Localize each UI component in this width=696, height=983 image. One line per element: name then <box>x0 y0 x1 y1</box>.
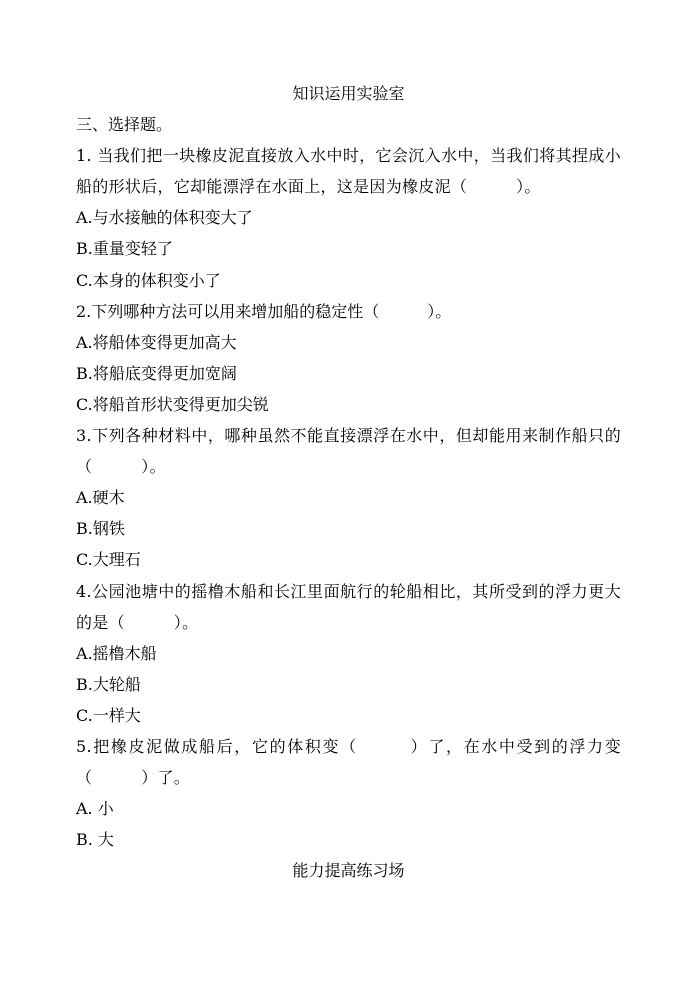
question-2-option-a: A.将船体变得更加高大 <box>76 332 237 352</box>
question-1-option-a: A.与水接触的体积变大了 <box>76 208 253 228</box>
question-3-option-b: B.钢铁 <box>76 519 125 539</box>
question-3-option-c: C.大理石 <box>76 550 141 570</box>
question-1-stem: 1. 当我们把一块橡皮泥直接放入水中时，它会沉入水中，当我们将其捏成小船的形状后，它却能漂浮在水面上，这是因为橡皮泥（ ）。 <box>76 146 621 197</box>
question-3-stem: 3.下列各种材料中，哪种虽然不能直接漂浮在水中，但却能用来制作船只的（ ）。 <box>76 426 621 477</box>
question-4-option-b: B.大轮船 <box>76 674 141 694</box>
section-title-ability-practice: 能力提高练习场 <box>292 861 405 881</box>
question-2-option-c: C.将船首形状变得更加尖锐 <box>76 394 269 414</box>
question-4-option-a: A.摇橹木船 <box>76 643 157 663</box>
question-5-option-a: A. 小 <box>76 799 114 819</box>
question-5-option-b: B. 大 <box>76 830 114 850</box>
question-1-option-b: B.重量变轻了 <box>76 239 173 259</box>
section-title-knowledge-lab: 知识运用实验室 <box>292 84 405 103</box>
question-1-option-c: C.本身的体积变小了 <box>76 270 221 290</box>
question-5-stem: 5.把橡皮泥做成船后，它的体积变（ ）了，在水中受到的浮力变（ ）了。 <box>76 736 621 788</box>
document-content <box>76 78 621 886</box>
question-3-option-a: A.硬木 <box>76 488 125 508</box>
question-2-stem: 2.下列哪种方法可以用来增加船的稳定性（ ）。 <box>76 301 452 321</box>
question-4-stem: 4.公园池塘中的摇橹木船和长江里面航行的轮船相比，其所受到的浮力更大的是（ ）。 <box>76 581 621 632</box>
part-heading-multiple-choice: 三、选择题。 <box>76 115 173 135</box>
question-2-option-b: B.将船底变得更加宽阔 <box>76 363 237 383</box>
question-4-option-c: C.一样大 <box>76 705 141 725</box>
